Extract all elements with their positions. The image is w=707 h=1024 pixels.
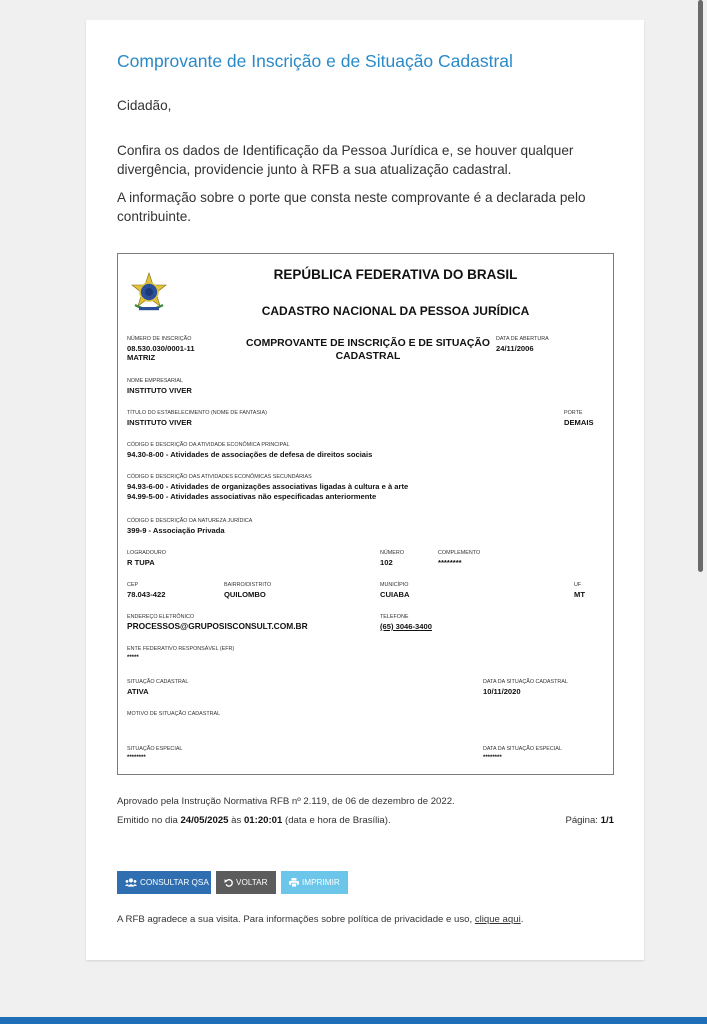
page-counter [565, 815, 614, 826]
field-label-porte: PORTE [564, 410, 583, 416]
undo-icon [224, 878, 233, 887]
field-value-numero: 102 [380, 558, 393, 567]
field-value-complemento: ******** [438, 558, 462, 567]
approval-note: Aprovado pela Instrução Normativa RFB nº 2.119, de 06 de dezembro de 2022. [117, 796, 455, 807]
greeting: Cidadão, [117, 98, 172, 113]
field-value-numero-inscricao: 08.530.030/0001-11 [127, 344, 195, 353]
field-value-telefone[interactable]: (65) 3046-3400 [380, 622, 432, 631]
page-title: Comprovante de Inscrição e de Situação Cadastral [117, 51, 513, 71]
page-prefix: Página: [565, 815, 601, 826]
field-value-data-situacao-especial: ******** [483, 755, 502, 761]
voltar-label: VOLTAR [236, 878, 268, 887]
field-value-matriz: MATRIZ [127, 353, 156, 362]
field-value-data-situacao: 10/11/2020 [483, 687, 521, 696]
privacy-end: . [520, 914, 524, 925]
issued-prefix: Emitido no dia [117, 815, 181, 826]
field-value-data-abertura: 24/11/2006 [496, 344, 534, 353]
field-label-email: ENDEREÇO ELETRÔNICO [127, 614, 195, 620]
content-card [86, 20, 644, 960]
field-value-municipio: CUIABA [380, 590, 410, 599]
cert-header-republic: REPÚBLICA FEDERATIVA DO BRASIL [273, 267, 518, 282]
issued-mid: às [228, 815, 244, 826]
field-value-logradouro: R TUPA [127, 558, 155, 567]
cert-doc-title: COMPROVANTE DE INSCRIÇÃO E DE SITUAÇÃO CADASTRAL [245, 338, 490, 362]
field-value-bairro: QUILOMBO [224, 590, 266, 599]
issued-note [117, 815, 391, 826]
imprimir-label: IMPRIMIR [302, 878, 340, 887]
field-label-atividade-principal: CÓDIGO E DESCRIÇÃO DA ATIVIDADE ECONÔMICA PRINCIPAL [127, 442, 290, 448]
field-value-situacao: ATIVA [127, 687, 149, 696]
field-label-nome-fantasia: TÍTULO DO ESTABELECIMENTO (NOME DE FANTASIA) [127, 410, 267, 416]
field-label-numero: NÚMERO [380, 550, 404, 556]
field-value-uf: MT [574, 590, 585, 599]
field-label-nome-empresarial: NOME EMPRESARIAL [127, 378, 184, 384]
field-value-atividade-principal: 94.30-8-00 - Atividades de associações de defesa de direitos sociais [127, 450, 373, 459]
field-label-natureza-juridica: CÓDIGO E DESCRIÇÃO DA NATUREZA JURÍDICA [127, 518, 253, 524]
field-label-municipio: MUNICÍPIO [380, 582, 409, 588]
field-label-cep: CEP [127, 582, 139, 588]
field-label-data-situacao: DATA DA SITUAÇÃO CADASTRAL [483, 679, 568, 685]
voltar-button[interactable] [216, 871, 276, 894]
field-label-bairro: BAIRRO/DISTRITO [224, 582, 272, 588]
field-value-nome-fantasia: INSTITUTO VIVER [127, 418, 192, 427]
field-label-data-situacao-especial: DATA DA SITUAÇÃO ESPECIAL [483, 746, 562, 752]
field-value-nome-empresarial: INSTITUTO VIVER [127, 386, 192, 395]
cert-header-cnpj: CADASTRO NACIONAL DA PESSOA JURÍDICA [261, 304, 530, 318]
field-label-logradouro: LOGRADOURO [127, 550, 166, 556]
consultar-qsa-button[interactable] [117, 871, 211, 894]
field-label-data-abertura: DATA DE ABERTURA [496, 336, 549, 342]
privacy-link[interactable]: clique aqui [474, 914, 521, 925]
field-label-motivo: MOTIVO DE SITUAÇÃO CADASTRAL [127, 711, 221, 717]
field-label-efr: ENTE FEDERATIVO RESPONSÁVEL (EFR) [127, 646, 235, 652]
issued-date: 24/05/2025 [180, 815, 229, 826]
consultar-qsa-label: CONSULTAR QSA [140, 878, 209, 887]
field-label-telefone: TELEFONE [380, 614, 409, 620]
field-value-email: PROCESSOS@GRUPOSISCONSULT.COM.BR [127, 621, 308, 631]
field-value-natureza-juridica: 399-9 - Associação Privada [127, 526, 225, 535]
users-icon [125, 878, 137, 887]
bottom-bar [0, 1017, 707, 1024]
print-icon [289, 878, 299, 887]
privacy-text: A RFB agradece a sua visita. Para informações sobre política de privacidade e uso, [117, 914, 475, 925]
field-value-cep: 78.043-422 [127, 590, 166, 599]
field-label-situacao: SITUAÇÃO CADASTRAL [127, 679, 189, 685]
field-label-uf: UF [574, 582, 582, 588]
porte-note: A informação sobre o porte que consta neste comprovante é a declarada pelo contribuinte. [117, 190, 586, 224]
field-value-efr: ***** [127, 655, 139, 661]
page-scrollbar[interactable] [698, 0, 703, 572]
field-label-atividades-secundarias: CÓDIGO E DESCRIÇÃO DAS ATIVIDADES ECONÔMICAS SECUNDÁRIAS [127, 474, 312, 480]
field-value-atividade-secundaria-1: 94.93-6-00 - Atividades de organizações associativas ligadas à cultura e à arte [127, 482, 409, 491]
privacy-note [117, 914, 523, 925]
issued-time: 01:20:01 [243, 815, 283, 826]
field-label-complemento: COMPLEMENTO [438, 550, 481, 556]
field-value-porte: DEMAIS [564, 418, 594, 427]
brazil-coat-of-arms-icon [128, 272, 170, 314]
field-label-situacao-especial: SITUAÇÃO ESPECIAL [127, 746, 183, 752]
field-value-atividade-secundaria-2: 94.99-5-00 - Atividades associativas não especificadas anteriormente [127, 492, 377, 501]
field-value-situacao-especial: ******** [127, 755, 146, 761]
field-label-numero-inscricao: NÚMERO DE INSCRIÇÃO [127, 336, 192, 342]
page-value: 1/1 [600, 815, 614, 826]
cnpj-certificate [117, 253, 614, 775]
issued-suffix: (data e hora de Brasília). [282, 815, 391, 826]
imprimir-button[interactable] [281, 871, 348, 894]
intro-paragraph: Confira os dados de Identificação da Pessoa Jurídica e, se houver qualquer divergência, providencie junto à RFB a sua atualização cadastral. [117, 143, 574, 177]
